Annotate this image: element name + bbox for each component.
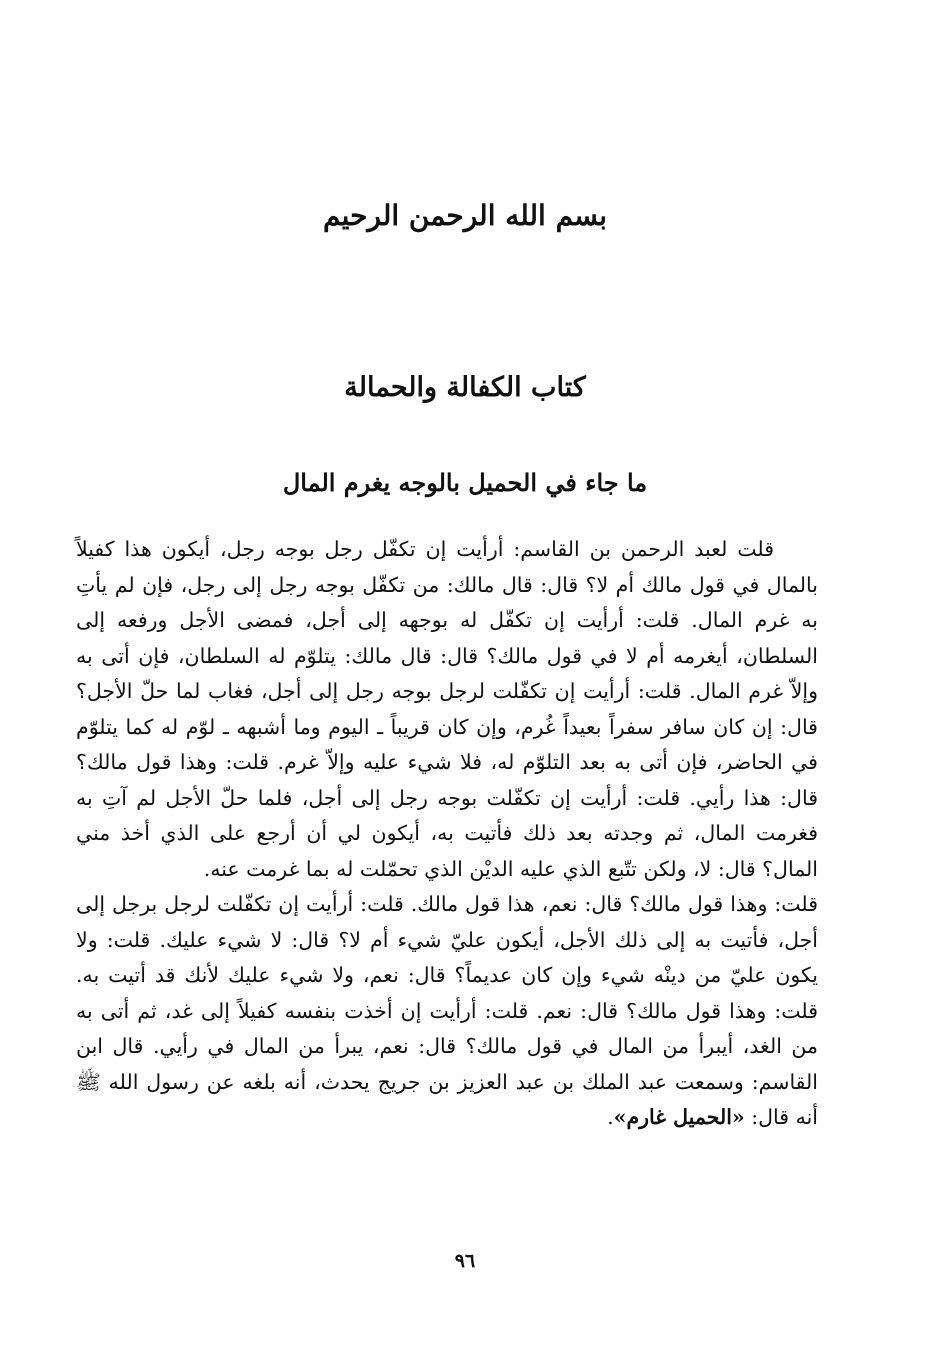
book-title: كتاب الكفالة والحمالة [344,372,586,403]
final-period: . [607,1105,614,1129]
paragraph-2 [76,887,818,1136]
paragraph-2-text: قلت: وهذا قول مالك؟ قال: نعم، هذا قول مالك. قلت: أرأيت إن تكفّلت لرجل برجل إلى أجل، فأتيت به إلى ذلك الأجل، أيكون عليّ شيء أم لا؟ قال: لا شيء عليك. قلت: ولا يكون عليّ من دينْه شيء وإن كان عديماً؟ قال: نعم، ولا شيء عليك لأنك قد أتيت به. قلت: وهذا قول مالك؟ قال: نعم. قلت: أرأيت إن أخذت بنفسه كفيلاً إلى غد، ثم أتى به من الغد، أيبرأ من المال في قول مالك؟ قال: نعم، يبرأ من المال في رأيي. قال ابن القاسم: وسمعت عبد الملك بن عبد العزيز بن جريج يحدث، أنه بلغه عن رسول الله ﷺ أنه قال: [76,892,818,1129]
paragraph-1: قلت لعبد الرحمن بن القاسم: أرأيت إن تكفّل رجل بوجه رجل، أيكون هذا كفيلاً بالمال في قول مالك أم لا؟ قال: قال مالك: من تكفّل بوجه رجل إلى رجل، فإن لم يأتِ به غرم المال. قلت: أرأيت إن تكفّل له بوجهه إلى أجل، فمضى الأجل ورفعه إلى السلطان، أيغرمه أم لا في قول مالك؟ قال: قال مالك: يتلوّم له السلطان، فإن أتى به وإلاّ غرم المال. قلت: أرأيت إن تكفّلت لرجل بوجه رجل إلى أجل، فغاب لما حلّ الأجل؟ قال: إن كان سافر سفراً بعيداً غُرم، وإن كان قريباً ـ اليوم وما أشبهه ـ لوّم له كما يتلوّم في الحاضر، فإن أتى به بعد التلوّم له، فلا شيء عليه وإلاّ غرم. قلت: وهذا قول مالك؟ قال: هذا رأيي. قلت: أرأيت إن تكفّلت بوجه رجل إلى أجل، فلما حلّ الأجل لم آتِ به فغرمت المال، ثم وجدته بعد ذلك فأتيت به، أيكون لي أن أرجع على الذي أخذ مني المال؟ قال: لا، ولكن تتّبع الذي عليه الديْن الذي تحمّلت له بما غرمت عنه. [76,537,818,881]
page-number: ٩٦ [454,1250,476,1272]
basmala-heading: بسم الله الرحمن الرحيم [323,199,607,232]
chapter-title: ما جاء في الحميل بالوجه يغرم المال [282,468,648,497]
hadith-quote: «الحميل غارم» [613,1105,745,1129]
body-text [76,532,818,1136]
